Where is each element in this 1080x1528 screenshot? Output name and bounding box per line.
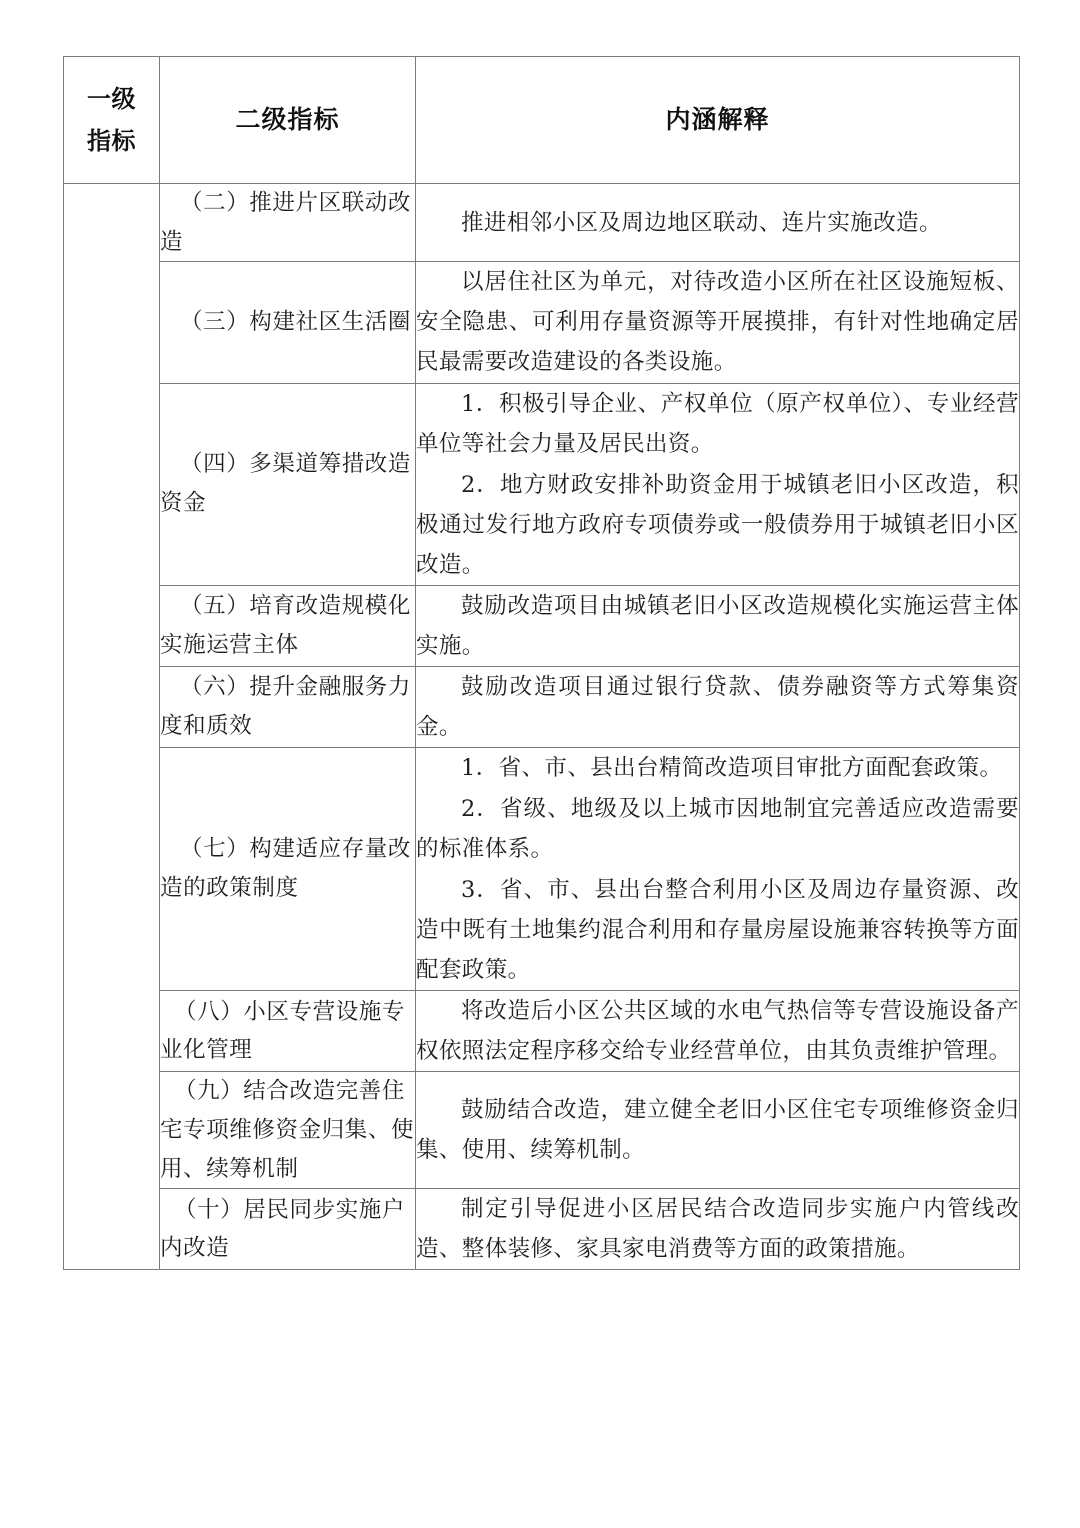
secondary-indicator-label: （五）培育改造规模化实施运营主体: [160, 593, 412, 658]
secondary-indicator-cell: [160, 262, 416, 383]
secondary-indicator-cell: [160, 184, 416, 262]
table-row: [64, 1072, 1020, 1189]
secondary-indicator-cell: [160, 585, 416, 666]
primary-indicator-merged-cell: [64, 184, 160, 1270]
secondary-indicator-cell: [160, 991, 416, 1072]
table-row: [64, 747, 1020, 990]
meaning-explanation-cell: [416, 1189, 1020, 1270]
meaning-paragraph: 以居住社区为单元，对待改造小区所在社区设施短板、安全隐患、可利用存量资源等开展摸排，有针对性地确定居民最需要改造建设的各类设施。: [416, 269, 1019, 376]
secondary-indicator-label: （四）多渠道筹措改造资金: [160, 451, 412, 517]
column-header-secondary-indicator: 二级指标: [160, 57, 416, 184]
table-body: [64, 184, 1020, 1270]
table-header-row: [64, 57, 1020, 184]
table-row: [64, 262, 1020, 383]
meaning-paragraph: 2．地方财政安排补助资金用于城镇老旧小区改造，积极通过发行地方政府专项债券或一般债券用于城镇老旧小区改造。: [416, 471, 1019, 578]
meaning-explanation-cell: [416, 383, 1020, 585]
meaning-paragraph: 鼓励结合改造，建立健全老旧小区住宅专项维修资金归集、使用、续筹机制。: [416, 1097, 1019, 1164]
table-row: [64, 184, 1020, 262]
secondary-indicator-label: （九）结合改造完善住宅专项维修资金归集、使用、续筹机制: [160, 1078, 415, 1182]
secondary-indicator-label: （八）小区专营设施专业化管理: [160, 998, 406, 1064]
table-row: [64, 666, 1020, 747]
table-row: [64, 383, 1020, 585]
meaning-explanation-cell: [416, 184, 1020, 262]
table-row: [64, 1189, 1020, 1270]
column-header-meaning-explanation: 内涵解释: [416, 57, 1020, 184]
secondary-indicator-label: （二）推进片区联动改造: [160, 190, 412, 255]
secondary-indicator-cell: [160, 383, 416, 585]
secondary-indicator-cell: [160, 666, 416, 747]
table-row: [64, 585, 1020, 666]
secondary-indicator-label: （六）提升金融服务力度和质效: [160, 674, 412, 739]
meaning-paragraph: 1．积极引导企业、产权单位（原产权单位）、专业经营单位等社会力量及居民出资。: [416, 390, 1019, 457]
meaning-paragraph: 将改造后小区公共区域的水电气热信等专营设施设备产权依照法定程序移交给专业经营单位，由其负责维护管理。: [416, 998, 1019, 1065]
indicator-table: [63, 56, 1020, 1270]
table-row: [64, 991, 1020, 1072]
secondary-indicator-label: （三）构建社区生活圈: [180, 309, 412, 336]
secondary-indicator-label: （十）居民同步实施户内改造: [160, 1196, 406, 1262]
meaning-explanation-cell: [416, 1072, 1020, 1189]
meaning-paragraph: 1．省、市、县出台精简改造项目审批方面配套政策。: [461, 754, 1003, 781]
secondary-indicator-cell: [160, 1189, 416, 1270]
secondary-indicator-cell: [160, 1072, 416, 1189]
meaning-explanation-cell: [416, 991, 1020, 1072]
meaning-paragraph: 鼓励改造项目通过银行贷款、债券融资等方式筹集资金。: [416, 673, 1019, 740]
secondary-indicator-label: （七）构建适应存量改造的政策制度: [160, 836, 412, 902]
meaning-explanation-cell: [416, 585, 1020, 666]
column-header-primary-indicator: 一级指标: [64, 57, 160, 184]
meaning-paragraph: 2．省级、地级及以上城市因地制宜完善适应改造需要的标准体系。: [416, 795, 1019, 863]
secondary-indicator-cell: [160, 747, 416, 990]
meaning-paragraph: 推进相邻小区及周边地区联动、连片实施改造。: [461, 209, 942, 236]
table-header: [64, 57, 1020, 184]
meaning-explanation-cell: [416, 262, 1020, 383]
meaning-explanation-cell: [416, 666, 1020, 747]
meaning-paragraph: 制定引导促进小区居民结合改造同步实施户内管线改造、整体装修、家具家电消费等方面的政策措施。: [416, 1196, 1019, 1263]
meaning-paragraph: 3．省、市、县出台整合利用小区及周边存量资源、改造中既有土地集约混合利用和存量房屋设施兼容转换等方面配套政策。: [416, 877, 1019, 984]
meaning-explanation-cell: [416, 747, 1020, 990]
meaning-paragraph: 鼓励改造项目由城镇老旧小区改造规模化实施运营主体实施。: [416, 592, 1019, 659]
